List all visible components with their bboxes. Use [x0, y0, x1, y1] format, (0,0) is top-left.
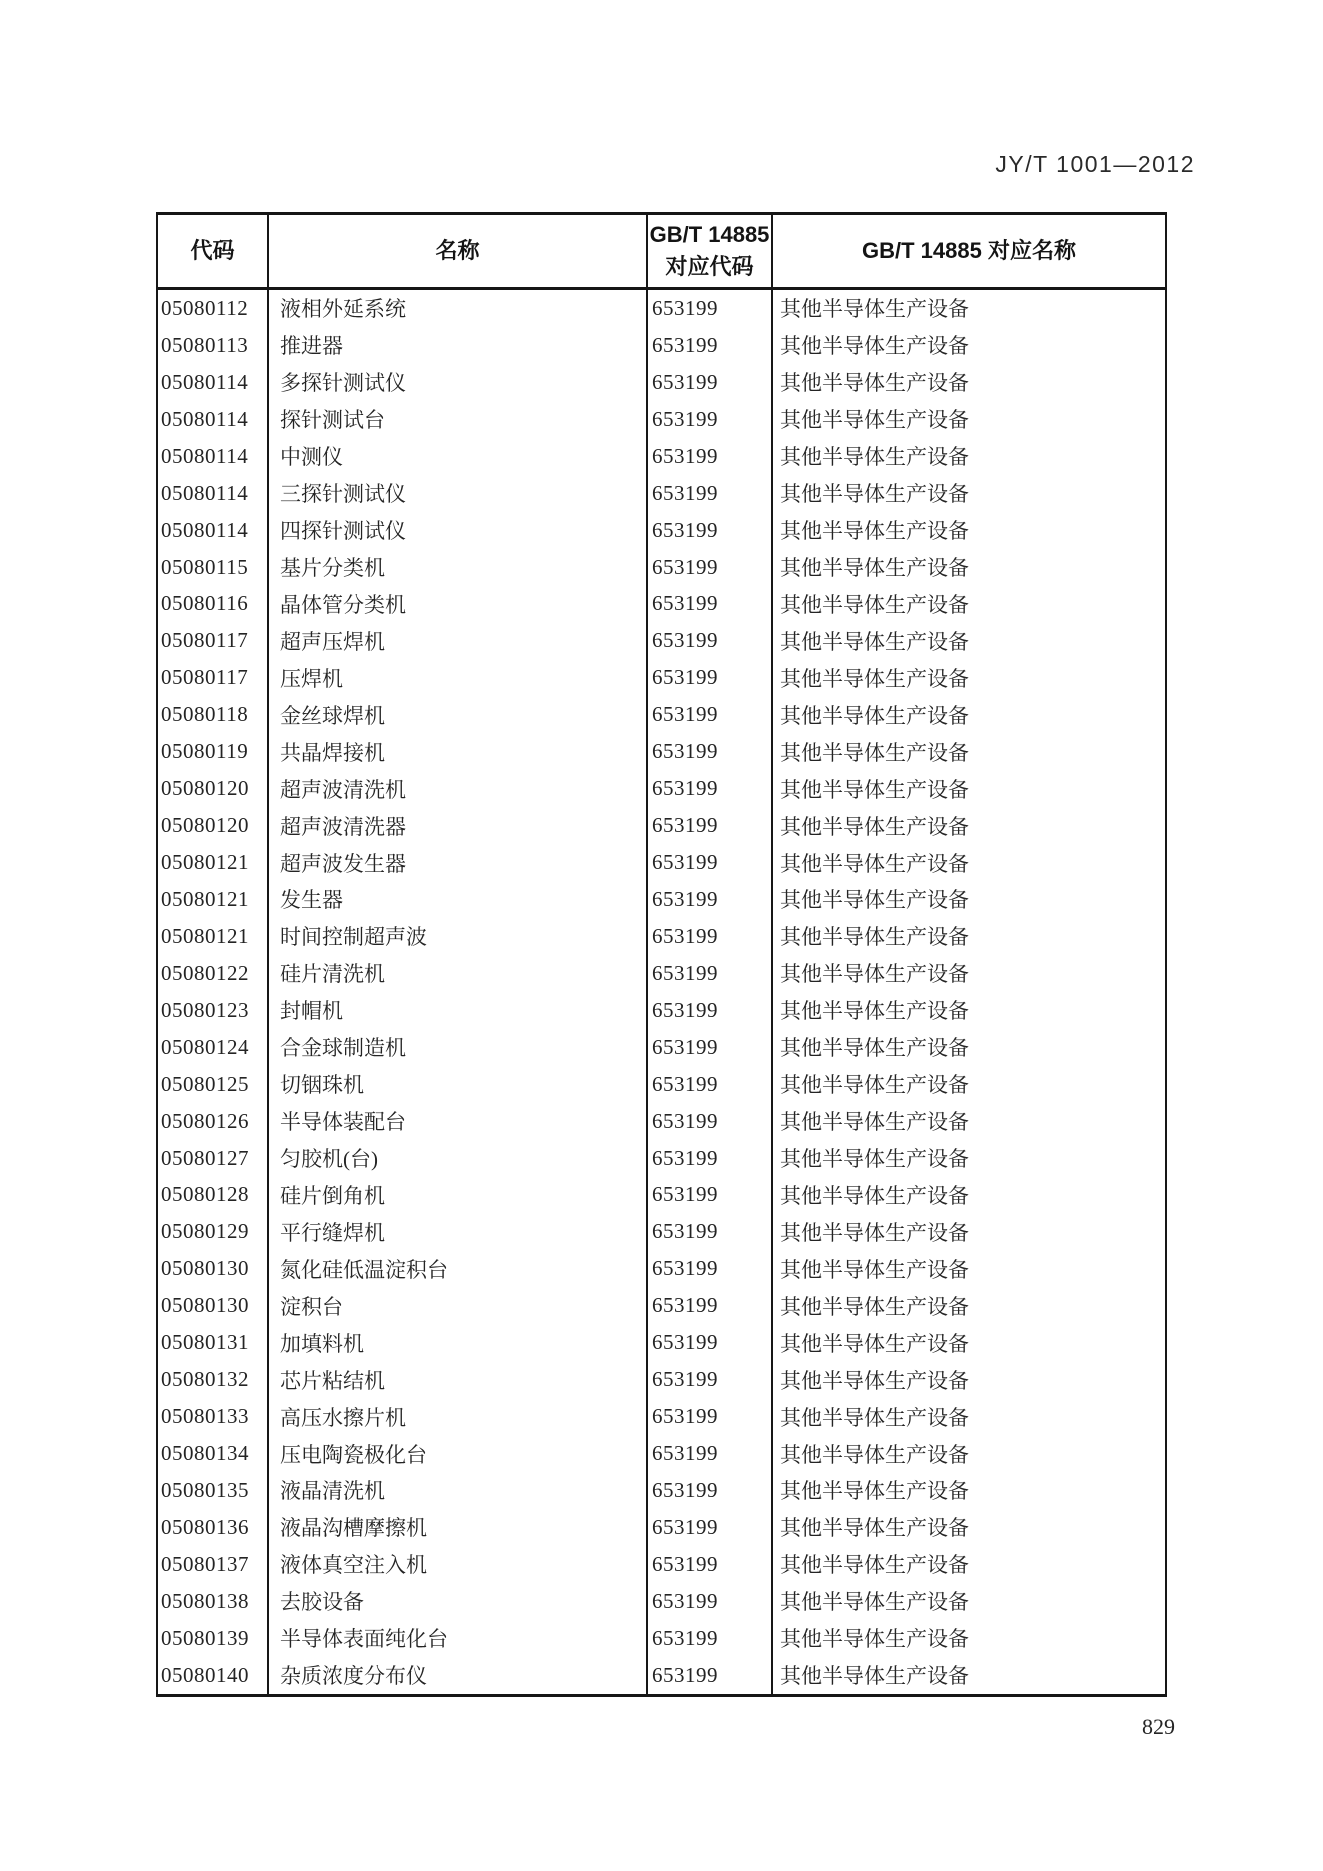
cell-code: 05080116	[157, 586, 268, 623]
cell-name: 高压水擦片机	[268, 1398, 647, 1435]
cell-gbt-name: 其他半导体生产设备	[780, 1368, 969, 1393]
cell-name: 压电陶瓷极化台	[268, 1435, 647, 1472]
table-row	[157, 289, 1166, 327]
cell-gbt-code: 653199	[647, 438, 772, 475]
table-row	[157, 1140, 1166, 1177]
cell-gbt-code: 653199	[647, 401, 772, 438]
cell-code: 05080128	[157, 1177, 268, 1214]
cell-gbt-code: 653199	[647, 1583, 772, 1620]
table-row	[157, 622, 1166, 659]
cell-gbt-code: 653199	[647, 1546, 772, 1583]
cell-gbt-code: 653199	[647, 475, 772, 512]
table-row	[157, 1250, 1166, 1287]
cell-gbt-code: 653199	[647, 1620, 772, 1657]
cell-code: 05080113	[157, 327, 268, 364]
table-row	[157, 881, 1166, 918]
cell-gbt-name: 其他半导体生产设备	[780, 888, 969, 913]
table-row	[157, 659, 1166, 696]
cell-name: 时间控制超声波	[268, 918, 647, 955]
cell-name: 加填料机	[268, 1324, 647, 1361]
cell-gbt-code: 653199	[647, 549, 772, 586]
cell-name: 封帽机	[268, 992, 647, 1029]
cell-code: 05080118	[157, 696, 268, 733]
cell-code: 05080140	[157, 1657, 268, 1695]
table-row	[157, 1324, 1166, 1361]
cell-gbt-code: 653199	[647, 622, 772, 659]
table-row	[157, 1398, 1166, 1435]
cell-gbt-code: 653199	[647, 1140, 772, 1177]
cell-code: 05080126	[157, 1103, 268, 1140]
table-row	[157, 586, 1166, 623]
cell-gbt-code: 653199	[647, 807, 772, 844]
cell-gbt-code: 653199	[647, 1657, 772, 1695]
table-row	[157, 1361, 1166, 1398]
cell-name: 超声波清洗器	[268, 807, 647, 844]
cell-code: 05080115	[157, 549, 268, 586]
cell-gbt-code: 653199	[647, 1509, 772, 1546]
cell-name: 四探针测试仪	[268, 512, 647, 549]
table-row	[157, 401, 1166, 438]
cell-gbt-name: 其他半导体生产设备	[780, 851, 969, 876]
cell-name: 氮化硅低温淀积台	[268, 1250, 647, 1287]
cell-code: 05080127	[157, 1140, 268, 1177]
cell-name: 硅片清洗机	[268, 955, 647, 992]
cell-name: 切铟珠机	[268, 1066, 647, 1103]
cell-gbt-name: 其他半导体生产设备	[780, 334, 969, 359]
cell-gbt-code: 653199	[647, 1103, 772, 1140]
table-row	[157, 1066, 1166, 1103]
cell-code: 05080133	[157, 1398, 268, 1435]
table-row	[157, 955, 1166, 992]
table-row	[157, 733, 1166, 770]
cell-gbt-name: 其他半导体生产设备	[780, 740, 969, 765]
cell-gbt-code: 653199	[647, 770, 772, 807]
table-row	[157, 1509, 1166, 1546]
cell-code: 05080137	[157, 1546, 268, 1583]
cell-gbt-name: 其他半导体生产设备	[780, 1294, 969, 1319]
cell-code: 05080112	[157, 289, 268, 327]
cell-gbt-name: 其他半导体生产设备	[780, 814, 969, 839]
cell-gbt-name: 其他半导体生产设备	[780, 482, 969, 507]
cell-code: 05080130	[157, 1287, 268, 1324]
col-header-gbt-code-line1: GB/T 14885	[649, 222, 770, 248]
table-row	[157, 475, 1166, 512]
cell-gbt-name: 其他半导体生产设备	[780, 408, 969, 433]
cell-gbt-code: 653199	[647, 364, 772, 401]
cell-name: 硅片倒角机	[268, 1177, 647, 1214]
cell-code: 05080132	[157, 1361, 268, 1398]
cell-gbt-code: 653199	[647, 1213, 772, 1250]
cell-code: 05080114	[157, 512, 268, 549]
cell-gbt-name: 其他半导体生产设备	[780, 1553, 969, 1578]
cell-gbt-code: 653199	[647, 1435, 772, 1472]
page-number: 829	[1142, 1714, 1175, 1739]
cell-name: 淀积台	[268, 1287, 647, 1324]
col-header-gbt-name: GB/T 14885 对应名称	[772, 214, 1166, 289]
cell-gbt-code: 653199	[647, 327, 772, 364]
table-row	[157, 1103, 1166, 1140]
cell-gbt-name: 其他半导体生产设备	[780, 1110, 969, 1135]
table-row	[157, 327, 1166, 364]
table-row	[157, 1177, 1166, 1214]
cell-gbt-name: 其他半导体生产设备	[780, 1220, 969, 1245]
table-header-row	[157, 214, 1166, 289]
cell-name: 探针测试台	[268, 401, 647, 438]
table-row	[157, 918, 1166, 955]
cell-name: 合金球制造机	[268, 1029, 647, 1066]
cell-name: 发生器	[268, 881, 647, 918]
cell-gbt-name: 其他半导体生产设备	[780, 1627, 969, 1652]
table-row	[157, 1620, 1166, 1657]
table-row	[157, 1472, 1166, 1509]
cell-gbt-name: 其他半导体生产设备	[780, 1516, 969, 1541]
cell-name: 液晶沟槽摩擦机	[268, 1509, 647, 1546]
cell-code: 05080130	[157, 1250, 268, 1287]
cell-gbt-code: 653199	[647, 1398, 772, 1435]
cell-gbt-code: 653199	[647, 696, 772, 733]
code-mapping-table	[156, 212, 1167, 1697]
cell-gbt-name: 其他半导体生产设备	[780, 1073, 969, 1098]
cell-gbt-code: 653199	[647, 844, 772, 881]
table-row	[157, 807, 1166, 844]
cell-gbt-name: 其他半导体生产设备	[780, 371, 969, 396]
cell-code: 05080138	[157, 1583, 268, 1620]
col-header-gbt-code	[647, 214, 772, 289]
cell-name: 超声压焊机	[268, 622, 647, 659]
cell-gbt-name: 其他半导体生产设备	[780, 777, 969, 802]
cell-name: 金丝球焊机	[268, 696, 647, 733]
cell-code: 05080139	[157, 1620, 268, 1657]
cell-gbt-code: 653199	[647, 1361, 772, 1398]
col-header-gbt-code-line2: 对应代码	[665, 254, 754, 279]
cell-gbt-code: 653199	[647, 733, 772, 770]
cell-gbt-code: 653199	[647, 586, 772, 623]
table-row	[157, 364, 1166, 401]
cell-gbt-name: 其他半导体生产设备	[780, 1147, 969, 1172]
cell-name: 超声波清洗机	[268, 770, 647, 807]
cell-code: 05080131	[157, 1324, 268, 1361]
cell-code: 05080135	[157, 1472, 268, 1509]
table-row	[157, 844, 1166, 881]
cell-gbt-code: 653199	[647, 918, 772, 955]
cell-name: 三探针测试仪	[268, 475, 647, 512]
cell-code: 05080122	[157, 955, 268, 992]
cell-name: 中测仪	[268, 438, 647, 475]
cell-code: 05080120	[157, 807, 268, 844]
table-row	[157, 1657, 1166, 1695]
table-row	[157, 1435, 1166, 1472]
cell-gbt-name: 其他半导体生产设备	[780, 962, 969, 987]
cell-gbt-code: 653199	[647, 955, 772, 992]
cell-gbt-code: 653199	[647, 881, 772, 918]
cell-gbt-name: 其他半导体生产设备	[780, 1590, 969, 1615]
cell-gbt-name: 其他半导体生产设备	[780, 519, 969, 544]
cell-name: 半导体表面纯化台	[268, 1620, 647, 1657]
table-body	[157, 289, 1166, 1696]
cell-code: 05080120	[157, 770, 268, 807]
cell-gbt-name: 其他半导体生产设备	[780, 1036, 969, 1061]
cell-name: 超声波发生器	[268, 844, 647, 881]
cell-gbt-code: 653199	[647, 1250, 772, 1287]
cell-name: 压焊机	[268, 659, 647, 696]
cell-name: 液晶清洗机	[268, 1472, 647, 1509]
cell-gbt-name: 其他半导体生产设备	[780, 999, 969, 1024]
cell-code: 05080134	[157, 1435, 268, 1472]
cell-gbt-name: 其他半导体生产设备	[780, 1405, 969, 1430]
cell-name: 液体真空注入机	[268, 1546, 647, 1583]
cell-gbt-name: 其他半导体生产设备	[780, 925, 969, 950]
cell-name: 推进器	[268, 327, 647, 364]
table-row	[157, 770, 1166, 807]
cell-name: 杂质浓度分布仪	[268, 1657, 647, 1695]
cell-gbt-name: 其他半导体生产设备	[780, 1183, 969, 1208]
cell-code: 05080117	[157, 659, 268, 696]
cell-gbt-name: 其他半导体生产设备	[780, 297, 969, 322]
cell-gbt-code: 653199	[647, 1287, 772, 1324]
cell-gbt-name: 其他半导体生产设备	[780, 592, 969, 617]
cell-gbt-code: 653199	[647, 1324, 772, 1361]
col-header-name: 名称	[268, 214, 647, 289]
table-row	[157, 992, 1166, 1029]
cell-gbt-name: 其他半导体生产设备	[780, 1257, 969, 1282]
cell-code: 05080123	[157, 992, 268, 1029]
cell-gbt-name: 其他半导体生产设备	[780, 703, 969, 728]
table-row	[157, 1213, 1166, 1250]
cell-code: 05080121	[157, 918, 268, 955]
cell-code: 05080124	[157, 1029, 268, 1066]
cell-name: 芯片粘结机	[268, 1361, 647, 1398]
cell-gbt-code: 653199	[647, 289, 772, 327]
cell-gbt-code: 653199	[647, 1029, 772, 1066]
cell-gbt-name: 其他半导体生产设备	[780, 1479, 969, 1504]
cell-name: 匀胶机(台)	[268, 1140, 647, 1177]
cell-code: 05080129	[157, 1213, 268, 1250]
cell-gbt-name: 其他半导体生产设备	[780, 445, 969, 470]
cell-code: 05080114	[157, 364, 268, 401]
cell-code: 05080114	[157, 475, 268, 512]
cell-gbt-code: 653199	[647, 992, 772, 1029]
cell-gbt-name: 其他半导体生产设备	[780, 556, 969, 581]
cell-gbt-name: 其他半导体生产设备	[780, 1664, 969, 1689]
table-row	[157, 1583, 1166, 1620]
cell-code: 05080117	[157, 622, 268, 659]
cell-code: 05080114	[157, 438, 268, 475]
cell-gbt-code: 653199	[647, 659, 772, 696]
cell-gbt-code: 653199	[647, 1177, 772, 1214]
cell-name: 共晶焊接机	[268, 733, 647, 770]
cell-name: 晶体管分类机	[268, 586, 647, 623]
cell-gbt-name: 其他半导体生产设备	[780, 629, 969, 654]
document-standard-code: JY/T 1001—2012	[995, 151, 1195, 177]
cell-gbt-name: 其他半导体生产设备	[780, 1331, 969, 1356]
cell-gbt-name: 其他半导体生产设备	[780, 666, 969, 691]
cell-code: 05080121	[157, 881, 268, 918]
cell-name: 平行缝焊机	[268, 1213, 647, 1250]
cell-gbt-code: 653199	[647, 1066, 772, 1103]
cell-name: 液相外延系统	[268, 289, 647, 327]
cell-code: 05080119	[157, 733, 268, 770]
cell-name: 基片分类机	[268, 549, 647, 586]
col-header-code: 代码	[157, 214, 268, 289]
cell-name: 去胶设备	[268, 1583, 647, 1620]
table-row	[157, 438, 1166, 475]
cell-code: 05080114	[157, 401, 268, 438]
cell-code: 05080136	[157, 1509, 268, 1546]
table-row	[157, 1546, 1166, 1583]
cell-gbt-code: 653199	[647, 512, 772, 549]
table-row	[157, 1287, 1166, 1324]
cell-name: 半导体装配台	[268, 1103, 647, 1140]
table-row	[157, 696, 1166, 733]
cell-code: 05080121	[157, 844, 268, 881]
cell-name: 多探针测试仪	[268, 364, 647, 401]
table-row	[157, 1029, 1166, 1066]
cell-gbt-code: 653199	[647, 1472, 772, 1509]
table-row	[157, 512, 1166, 549]
cell-code: 05080125	[157, 1066, 268, 1103]
table-row	[157, 549, 1166, 586]
cell-gbt-name: 其他半导体生产设备	[780, 1442, 969, 1467]
